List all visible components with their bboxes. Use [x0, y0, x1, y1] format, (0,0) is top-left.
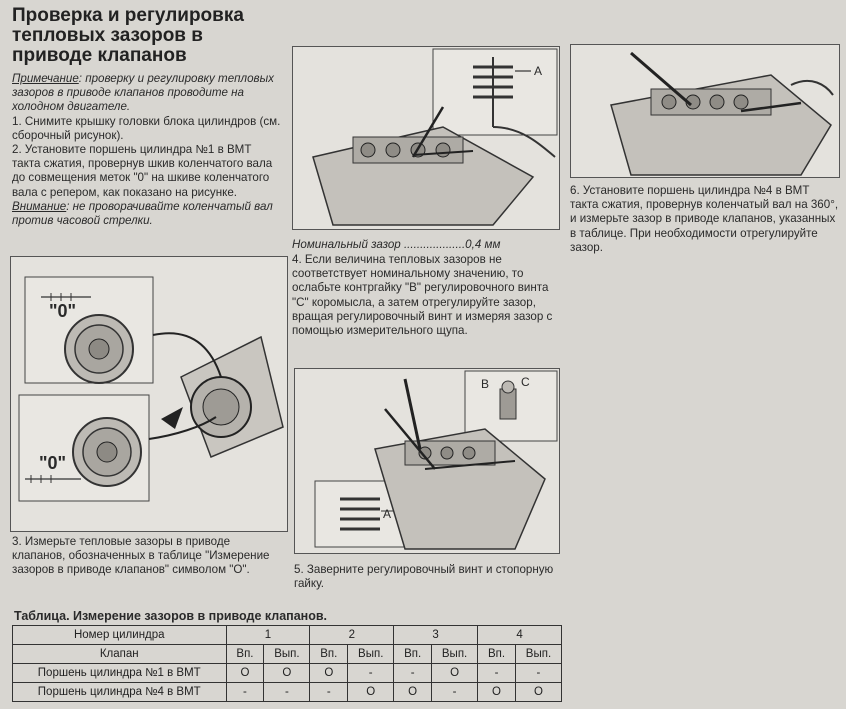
table-caption: Таблица. Измерение зазоров в приводе клапанов.	[14, 609, 328, 623]
step-2: 2. Установите поршень цилиндра №1 в ВМТ такта сжатия, провернув шкив коленчатого вала до совмещения меток "0" на шкиве коленчатого вала с репером, как показано на рисунке.	[12, 143, 273, 199]
table-cell: O	[515, 683, 561, 702]
step-4: 4. Если величина тепловых зазоров не соответствует номинальному значению, то ослабьте контргайку "В" регулировочного винта "С" коромысла, а затем отрегулируйте зазор, вращая регулировочный винт и измеряя зазор с помощью измерительного щупа.	[292, 253, 553, 338]
valve-in-header: Вп.	[394, 645, 432, 664]
clearance-table	[12, 625, 562, 702]
valve-clearance-figure	[292, 46, 560, 230]
valve-out-header: Вып.	[264, 645, 310, 664]
table-cell: -	[478, 664, 516, 683]
cylinder-1-header: 1	[226, 626, 310, 645]
table-cell: O	[348, 683, 394, 702]
label-b: B	[481, 377, 490, 391]
intro-text	[12, 72, 282, 228]
pulley-alignment-figure	[10, 256, 288, 532]
cylinder4-drawing	[571, 45, 839, 177]
attention-text: : не проворачивайте коленчатый вал против часовой стрелки.	[12, 199, 273, 228]
cylinder-2-header: 2	[310, 626, 394, 645]
zero-mark-label-top: "0"	[49, 301, 77, 321]
attention-label: Внимание	[12, 199, 67, 213]
label-a-bottom: A	[383, 507, 392, 521]
adjust-screw-figure	[294, 368, 560, 554]
table-cell: -	[515, 664, 561, 683]
cylinder-4-header: 4	[478, 626, 562, 645]
cylinder-3-header: 3	[394, 626, 478, 645]
table-cell: -	[310, 683, 348, 702]
cylinder4-figure	[570, 44, 840, 178]
zero-mark-label-bottom: "0"	[39, 453, 67, 473]
table-header-row-valves	[13, 645, 562, 664]
note-text: : проверку и регулировку тепловых зазоров в приводе клапанов проводите на холодном двигателе.	[12, 72, 274, 114]
step-5: 5. Заверните регулировочный винт и стопорную гайку.	[294, 563, 554, 591]
adjust-screw-drawing	[295, 369, 559, 553]
note-label: Примечание	[12, 72, 79, 85]
table-cell: O	[310, 664, 348, 683]
page-title: Проверка и регулировка тепловых зазоров в приводе клапанов	[12, 5, 244, 66]
valve-clearance-drawing	[293, 47, 559, 229]
table-cell: -	[348, 664, 394, 683]
table-cell: O	[478, 683, 516, 702]
cylinder-number-header: Номер цилиндра	[13, 626, 227, 645]
step-1: 1. Снимите крышку головки блока цилиндров (см. сборочный рисунок).	[12, 114, 281, 142]
valve-in-header: Вп.	[310, 645, 348, 664]
label-c: C	[521, 375, 530, 389]
valve-out-header: Вып.	[432, 645, 478, 664]
table-cell: -	[226, 683, 264, 702]
table-cell: O	[226, 664, 264, 683]
valve-header: Клапан	[13, 645, 227, 664]
table-cell: O	[264, 664, 310, 683]
table-row	[13, 664, 562, 683]
valve-out-header: Вып.	[515, 645, 561, 664]
table-cell: -	[432, 683, 478, 702]
table-cell: -	[394, 664, 432, 683]
table-cell: -	[264, 683, 310, 702]
note-paragraph	[12, 72, 282, 115]
table-row	[13, 683, 562, 702]
valve-in-header: Вп.	[478, 645, 516, 664]
row-label: Поршень цилиндра №1 в ВМТ	[13, 664, 227, 683]
pulley-alignment-drawing	[11, 257, 287, 531]
row-label: Поршень цилиндра №4 в ВМТ	[13, 683, 227, 702]
step-3: 3. Измерьте тепловые зазоры в приводе клапанов, обозначенных в таблице "Измерение зазоров в приводе клапанов" символом "О".	[12, 535, 270, 577]
table-header-row-cylinders	[13, 626, 562, 645]
step-6: 6. Установите поршень цилиндра №4 в ВМТ такта сжатия, провернув коленчатый вал на 360°, и измерьте зазор в приводе клапанов, указанных в таблице. При необходимости отрегулируйте зазор.	[570, 184, 839, 254]
valve-out-header: Вып.	[348, 645, 394, 664]
valve-in-header: Вп.	[226, 645, 264, 664]
attention-paragraph	[12, 200, 282, 228]
label-a-top: A	[534, 64, 543, 78]
nominal-gap: Номинальный зазор ...................0,4 мм	[292, 238, 501, 251]
table-cell: O	[394, 683, 432, 702]
table-cell: O	[432, 664, 478, 683]
